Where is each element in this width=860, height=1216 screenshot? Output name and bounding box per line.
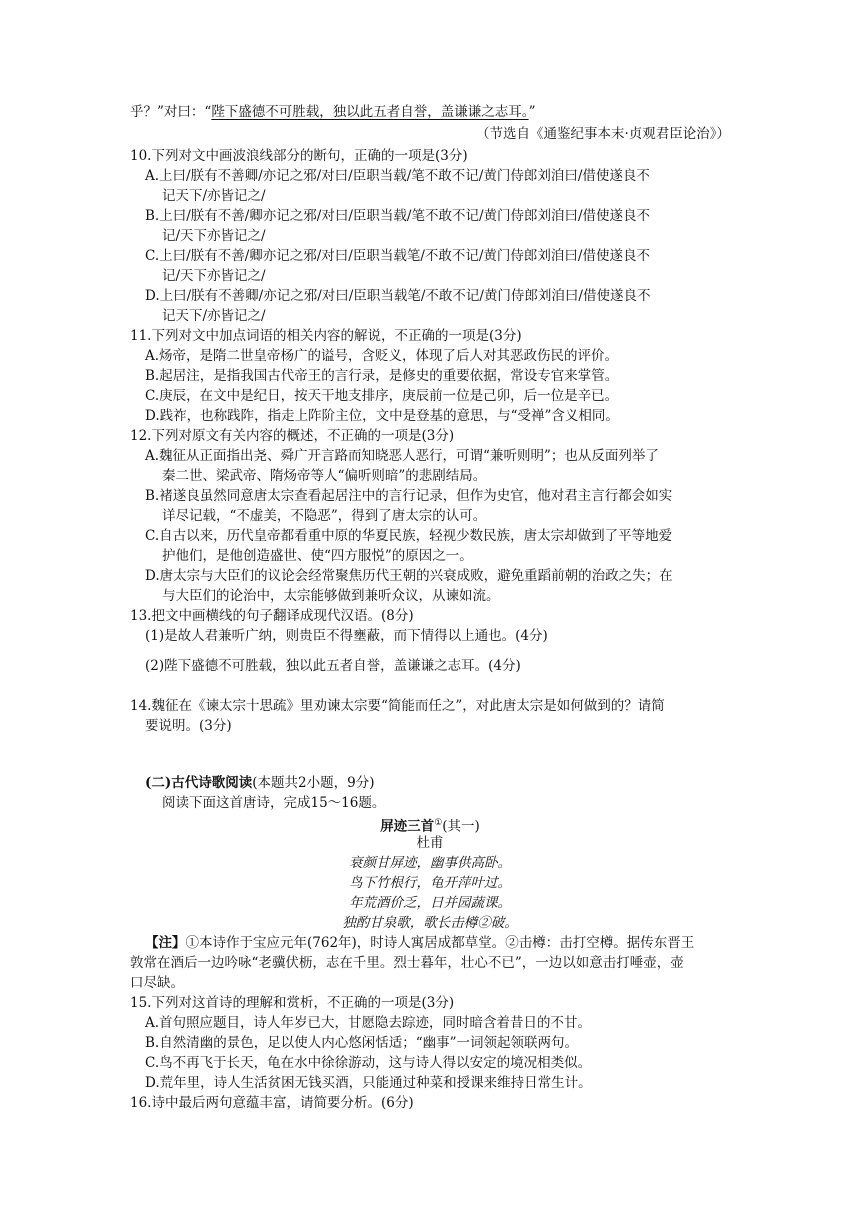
q10-option-d-line1: D.上曰/朕有不善卿/亦记之邪/对曰/臣职当载笔/不敢不记/黄门侍郎刘洎曰/借使遂良不: [145, 288, 651, 304]
section-2-title: (二)古代诗歌阅读: [145, 775, 253, 791]
note-line3: 口尽缺。: [130, 975, 184, 991]
section-2-heading: [145, 773, 375, 793]
top-line: [130, 102, 535, 122]
top-line-suffix: ”: [528, 104, 536, 120]
q12-option-b-line1: B.褚遂良虽然同意唐太宗查看起居注中的言行记录，但作为史官，他对君主言行都会如实: [145, 488, 673, 504]
note-line1: [145, 933, 694, 953]
q10-option-d-line2: 记天下/亦皆记之/: [162, 308, 266, 324]
q10-option-b-line2: 记/天下亦皆记之/: [162, 228, 266, 244]
source-citation: （节选自《通鉴纪事本末·贞观君臣论治》）: [475, 126, 730, 142]
q11-option-b: B.起居注，是指我国古代帝王的言行录，是修史的重要依据，常设专官来掌管。: [145, 368, 619, 384]
q13-sentence-1: (1)是故人君兼听广纳，则贵臣不得壅蔽，而下情得以上通也。(4分): [145, 628, 548, 644]
poem-title-suffix: (其一): [442, 818, 480, 835]
q10-option-b-line1: B.上曰/朕有不善/卿亦记之邪/对曰/臣职当载/笔不敢不记/黄门侍郎刘洎曰/借使遂良不: [145, 208, 651, 224]
q14-line1: 14.魏征在《谏太宗十思疏》里劝谏太宗要“简能而任之”，对此唐太宗是如何做到的？请简: [130, 698, 665, 714]
q12-option-b-line2: 详尽记载，“不虚美，不隐恶”，得到了唐太宗的认可。: [162, 508, 487, 524]
q12-option-d-line2: 与大臣们的论治中，太宗能够做到兼听众议，从谏如流。: [162, 588, 500, 604]
q10-option-c-line2: 记/天下亦皆记之/: [162, 268, 266, 284]
q12-option-c-line1: C.自古以来，历代皇帝都看重中原的华夏民族，轻视少数民族，唐太宗却做到了平等地爱: [145, 528, 673, 544]
q15-option-c: C.鸟不再飞于长天，龟在水中徐徐游动，这与诗人得以安定的境况相类似。: [145, 1055, 592, 1071]
poem-line-2: 鸟下竹根行，龟开萍叶过。: [349, 875, 511, 891]
q10-option-c-line1: C.上曰/朕有不善/卿亦记之邪/对曰/臣职当载笔/不敢不记/黄门侍郎刘洎曰/借使遂良不: [145, 248, 650, 264]
q12-option-a-line1: A.魏征从正面指出尧、舜广开言路而知晓恶人恶行，可谓“兼听则明”；也从反面列举了: [145, 448, 659, 464]
q12-option-d-line1: D.唐太宗与大臣们的议论会经常聚焦历代王朝的兴衰成败，避免重蹈前朝的治政之失；在: [145, 568, 673, 584]
q11-option-d: D.践祚，也称践阼，指走上阼阶主位，文中是登基的意思，与“受禅”含义相同。: [145, 408, 619, 424]
q12-option-c-line2: 护他们，是他创造盛世、使“四方服悦”的原因之一。: [162, 548, 473, 564]
q12-option-a-line2: 秦二世、梁武帝、隋炀帝等人“偏听则暗”的悲剧结局。: [162, 468, 487, 484]
q13-sentence-2: (2)陛下盛德不可胜载，独以此五者自誉，盖谦谦之志耳。(4分): [145, 658, 521, 674]
q15-option-b: B.自然清幽的景色，足以使人内心悠闲恬适；“幽事”一词领起领联两句。: [145, 1035, 579, 1051]
q15-option-a: A.首句照应题目，诗人年岁已大，甘愿隐去踪迹，同时暗含着昔日的不甘。: [145, 1015, 592, 1031]
q10-option-a-line1: A.上曰/朕有不善卿/亦记之邪/对曰/臣职当载/笔不敢不记/黄门侍郎刘洎曰/借使遂良不: [145, 168, 650, 184]
poem-title-note-marker: ①: [434, 818, 443, 828]
note-label: 【注】: [145, 935, 186, 951]
q12-stem: 12.下列对原文有关内容的概述，不正确的一项是(3分): [130, 428, 455, 444]
underlined-sentence: 陛下盛德不可胜载，独以此五者自誉，盖谦谦之志耳。: [211, 104, 529, 120]
q11-option-a: A.炀帝，是隋二世皇帝杨广的谥号，含贬义，体现了后人对其恶政伤民的评价。: [145, 348, 619, 364]
q10-stem: 10.下列对文中画波浪线部分的断句，正确的一项是(3分): [130, 148, 468, 164]
note-line2: 敦常在酒后一边吟咏“老骥伏枥，志在千里。烈士暮年，壮心不已”，一边以如意击打唾壶，壶: [130, 955, 684, 971]
poem-line-1: 衰颜甘屏迹，幽事供高卧。: [349, 855, 511, 871]
q13-stem: 13.把文中画横线的句子翻译成现代汉语。(8分): [130, 608, 414, 624]
top-line-prefix: 乎？”对曰：“: [130, 104, 212, 120]
q16-stem: 16.诗中最后两句意蕴丰富，请简要分析。(6分): [130, 1095, 414, 1111]
poem-title-text: 屏迹三首: [380, 818, 435, 835]
note-line1-text: ①本诗作于宝应元年(762年)，时诗人寓居成都草堂。②击樽：击打空樽。据传东晋王: [185, 935, 695, 951]
q11-stem: 11.下列对文中加点词语的相关内容的解说，不正确的一项是(3分): [130, 328, 522, 344]
q11-option-c: C.庚辰，在文中是纪日，按天干地支排序，庚辰前一位是己卯，后一位是辛已。: [145, 388, 619, 404]
section-2-title-rest: (本题共2小题，9分): [252, 775, 375, 791]
poem-line-3: 年荒酒价乏，日并园蔬课。: [349, 895, 511, 911]
q14-line2: 要说明。(3分): [145, 718, 232, 734]
poem-line-4: 独酌甘泉歌，歌长击樽②破。: [342, 915, 518, 931]
q15-option-d: D.荒年里，诗人生活贫困无钱买酒，只能通过种菜和授课来维持日常生计。: [145, 1075, 592, 1091]
section-2-intro: 阅读下面这首唐诗，完成15～16题。: [162, 795, 386, 811]
q10-option-a-line2: 记天下/亦皆记之/: [162, 188, 266, 204]
q15-stem: 15.下列对这首诗的理解和赏析，不正确的一项是(3分): [130, 995, 455, 1011]
poem-author: 杜甫: [416, 835, 444, 851]
